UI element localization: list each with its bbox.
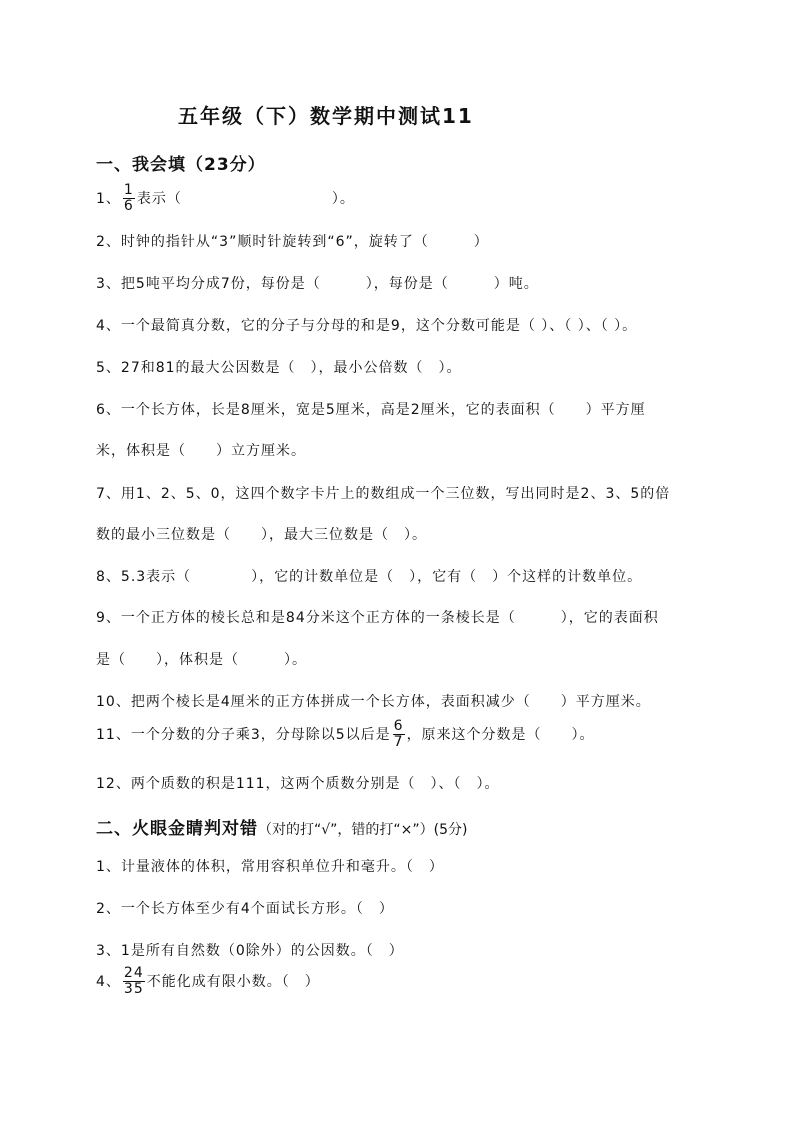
question-3: 3、把5吨平均分成7份，每份是（ ），每份是（ ）吨。 <box>96 276 539 292</box>
fraction-numerator: 6 <box>393 718 404 734</box>
question-9-line-2: 是（ ），体积是（ ）。 <box>96 652 307 668</box>
judge-4 <box>96 966 320 998</box>
question-11 <box>96 719 595 751</box>
question-5: 5、27和81的最大公因数是（ ），最小公倍数（ ）。 <box>96 360 462 376</box>
judge-4-prefix: 4、 <box>96 973 121 990</box>
question-8: 8、5.3表示（ ），它的计数单位是（ ），它有（ ）个这样的计数单位。 <box>96 569 643 585</box>
question-9-line-1: 9、一个正方体的棱长总和是84分米这个正方体的一条棱长是（ ），它的表面积 <box>96 610 659 626</box>
judge-3: 3、1是所有自然数（0除外）的公因数。（ ） <box>96 943 404 959</box>
question-2: 2、时钟的指针从“3”顺时针旋转到“6”，旋转了（ ） <box>96 234 489 250</box>
fraction-numerator: 24 <box>123 965 144 981</box>
fraction-denominator: 7 <box>393 734 404 751</box>
judge-1: 1、计量液体的体积，常用容积单位升和毫升。（ ） <box>96 859 444 875</box>
question-11-suffix: ，原来这个分数是（ ）。 <box>406 726 595 743</box>
section-2-heading <box>96 814 468 839</box>
fraction <box>123 183 135 215</box>
section-1-heading: 一、我会填（23分） <box>96 155 266 175</box>
question-6-line-2: 米，体积是（ ）立方厘米。 <box>96 443 306 459</box>
fraction-numerator: 1 <box>123 182 134 198</box>
question-11-prefix: 11、一个分数的分子乘3，分母除以5以后是 <box>96 726 391 743</box>
question-6-line-1: 6、一个长方体，长是8厘米，宽是5厘米，高是2厘米，它的表面积（ ）平方厘 <box>96 402 646 418</box>
page-title: 五年级（下）数学期中测试11 <box>178 104 474 128</box>
question-4: 4、一个最简真分数，它的分子与分母的和是9，这个分数可能是（ ）、（ ）、（ ）。 <box>96 318 638 334</box>
fraction-denominator: 35 <box>123 981 144 998</box>
judge-4-suffix: 不能化成有限小数。（ ） <box>146 973 320 990</box>
section-2-note: （对的打“√”，错的打“×”）(5分) <box>258 822 468 838</box>
section-2-title: 二、火眼金睛判对错 <box>96 819 258 839</box>
fraction-denominator: 6 <box>123 198 134 215</box>
fraction <box>123 966 145 998</box>
question-1-suffix: 表示（ ）。 <box>136 190 355 207</box>
question-10: 10、把两个棱长是4厘米的正方体拼成一个长方体，表面积减少（ ）平方厘米。 <box>96 694 651 710</box>
question-1-prefix: 1、 <box>96 190 121 207</box>
fraction <box>393 719 405 751</box>
judge-2: 2、一个长方体至少有4个面试长方形。（ ） <box>96 901 394 917</box>
question-12: 12、两个质数的积是111，这两个质数分别是（ ）、（ ）。 <box>96 776 500 792</box>
question-1 <box>96 183 355 215</box>
question-7-line-1: 7、用1、2、5、0，这四个数字卡片上的数组成一个三位数，写出同时是2、3、5的倍 <box>96 486 671 502</box>
question-7-line-2: 数的最小三位数是（ ），最大三位数是（ ）。 <box>96 527 427 543</box>
